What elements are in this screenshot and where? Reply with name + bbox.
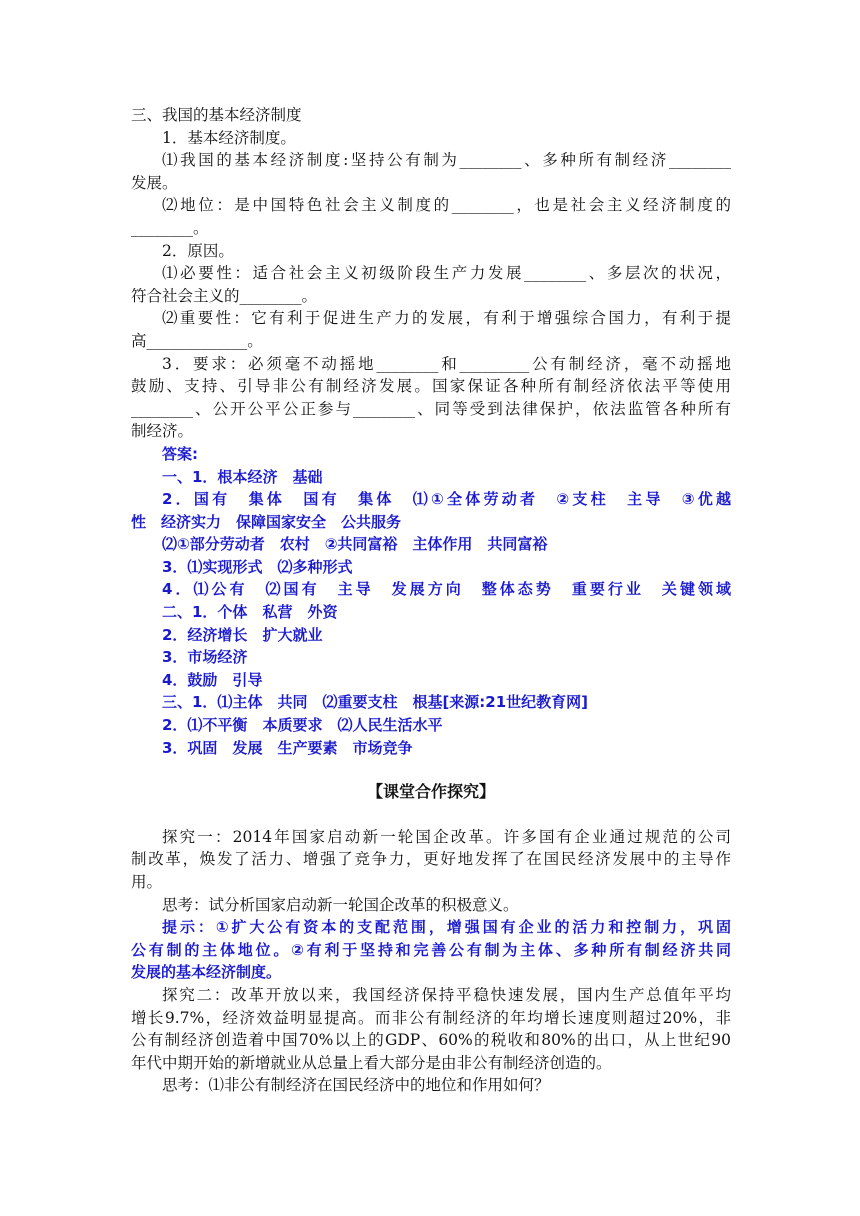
answer-line: 3．⑴实现形式 ⑵多种形式 [162, 557, 353, 576]
hint-line: 提示：①扩大公有资本的支配范围，增强国有企业的活力和控制力，巩固 [162, 918, 731, 937]
text-line: 公有制经济创造着中国70%以上的GDP、60%的税收和80%的出口，从上世纪90 [131, 1031, 731, 1050]
document-page [131, 104, 731, 1097]
text-line: ________。 [131, 218, 209, 237]
text-line: 探究二：改革开放以来，我国经济保持平稳快速发展，国内生产总值年平均 [162, 985, 731, 1004]
answer-line: 性 经济实力 保障国家安全 公共服务 [131, 512, 402, 531]
hint-line: 发展的基本经济制度。 [131, 963, 282, 982]
answer-line: 2．国有 集体 国有 集体 ⑴①全体劳动者 ②支柱 主导 ③优越 [162, 490, 731, 509]
text-line: 鼓励、支持、引导非公有制经济发展。国家保证各种所有制经济依法平等使用 [131, 377, 731, 396]
text-line: 高_____________。 [131, 331, 263, 350]
text-line: 探究一：2014年国家启动新一轮国企改革。许多国有企业通过规范的公司 [162, 827, 731, 846]
text-line: 2．原因。 [162, 241, 234, 260]
answer-line: 2．⑴不平衡 本质要求 ⑵人民生活水平 [162, 716, 443, 735]
section-heading: 三、我国的基本经济制度 [131, 106, 302, 124]
section-title: 【课堂合作探究】 [366, 782, 495, 802]
text-line: 3．要求：必须毫不动摇地________和_________公有制经济，毫不动摇地 [162, 354, 731, 373]
answer-line: 二、1．个体 私营 外资 [162, 603, 338, 622]
hint-line: 公有制的主体地位。②有利于坚持和完善公有制为主体、多种所有制经济共同 [131, 940, 731, 959]
answer-line: 3．巩固 发展 生产要素 市场竞争 [162, 738, 413, 757]
text-line: 用。 [131, 873, 163, 891]
text-line: 年代中期开始的新增就业从总量上看大部分是由非公有制经济创造的。 [131, 1053, 612, 1072]
answers-body [131, 466, 731, 760]
section3-body [131, 127, 731, 443]
text-line: 符合社会主义的________。 [131, 286, 318, 305]
text-line: 发展。 [131, 173, 178, 192]
text-line: ________、公开公平公正参与________、同等受到法律保护，依法监管各种所有 [131, 399, 731, 418]
answer-line: 三、1．⑴主体 共同 ⑵重要支柱 根基[来源:21世纪教育网] [162, 693, 589, 712]
text-line: ⑴必要性：适合社会主义初级阶段生产力发展________、多层次的状况， [162, 264, 731, 283]
text-line: 制改革，焕发了活力、增强了竞争力，更好地发挥了在国民经济发展中的主导作 [131, 850, 731, 869]
text-line: 1．基本经济制度。 [162, 128, 296, 147]
answer-line: 3．市场经济 [162, 648, 248, 667]
text-line: ⑵地位：是中国特色社会主义制度的________，也是社会主义经济制度的 [162, 196, 731, 215]
answer-line: 4．鼓励 引导 [162, 670, 263, 689]
answer-line: ⑵①部分劳动者 农村 ②共同富裕 主体作用 共同富裕 [162, 535, 548, 554]
text-line: ⑴我国的基本经济制度:坚持公有制为________、多种所有制经济________ [162, 151, 731, 170]
coop-body [131, 826, 731, 1097]
text-line: 制经济。 [131, 422, 194, 441]
answers-heading: 答案: [162, 444, 198, 463]
text-line: 思考：⑴非公有制经济在国民经济中的地位和作用如何？ [162, 1076, 550, 1095]
text-line: 思考：试分析国家启动新一轮国企改革的积极意义。 [162, 895, 519, 914]
answer-line: 2．经济增长 扩大就业 [162, 625, 323, 644]
answer-line: 一、1．根本经济 基础 [162, 467, 323, 486]
text-line: 增长9.7%，经济效益明显提高。而非公有制经济的年均增长速度则超过20%，非 [131, 1008, 731, 1027]
text-line: ⑵重要性：它有利于促进生产力的发展，有利于增强综合国力，有利于提 [162, 309, 731, 328]
answer-line: 4．⑴公有 ⑵国有 主导 发展方向 整体态势 重要行业 关键领域 [162, 580, 731, 599]
